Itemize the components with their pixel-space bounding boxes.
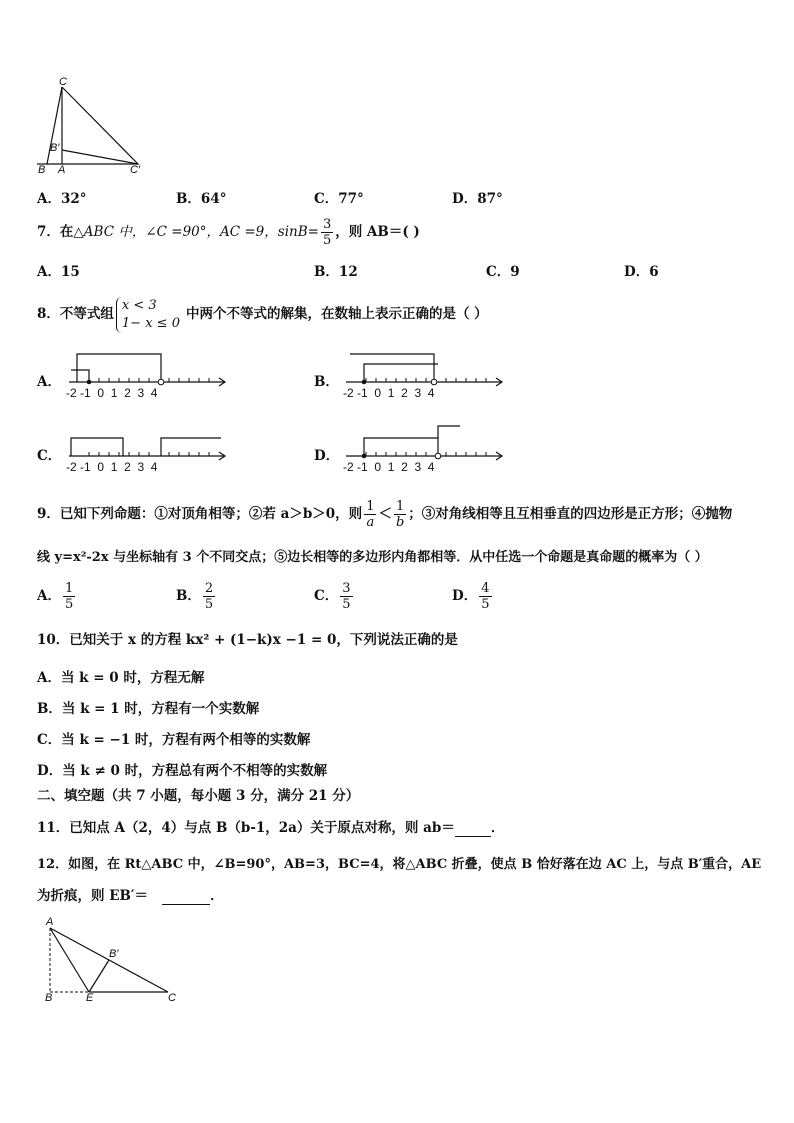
q11-stem: 11．已知点 A（2，4）与点 B（b-1，2a）关于原点对称，则 ab＝ ．	[37, 820, 505, 836]
q12-answer-blank[interactable]	[162, 888, 210, 905]
figure-triangle-2	[40, 918, 190, 1008]
q10-option-c[interactable]: C．当 k = −1 时，方程有两个相等的实数解	[37, 732, 311, 748]
q12-stem-line2: 为折痕，则 EB′＝ ．	[37, 888, 224, 904]
q10-option-b[interactable]: B．当 k = 1 时，方程有一个实数解	[37, 701, 260, 717]
label-A: A	[58, 164, 66, 176]
label-C: C	[59, 76, 67, 88]
q7-option-c[interactable]: C．9	[486, 264, 520, 280]
q7-option-a[interactable]: A．15	[37, 264, 80, 280]
label-E: E	[86, 992, 94, 1004]
q10-option-d[interactable]: D．当 k ≠ 0 时，方程总有两个不相等的实数解	[37, 763, 328, 779]
label-B: B	[45, 992, 53, 1004]
q6-option-b[interactable]: B．64°	[176, 191, 227, 207]
label-A: A	[46, 916, 54, 928]
q9-stem-line2: 线 y=x²-2x 与坐标轴有 3 个不同交点；⑤边长相等的多边形内角都相等．从中任选一个命题是真命题的概率为（ ）	[37, 550, 708, 565]
q9-option-c[interactable]: C． $\frac{3}{5}$	[314, 581, 351, 612]
q9-option-d[interactable]: D． $\frac{4}{5}$	[452, 581, 490, 612]
label-B-prime: B′	[50, 142, 60, 154]
figure-triangle-1	[34, 76, 150, 178]
label-C: C	[168, 992, 176, 1004]
section-heading: 二、填空题（共 7 小题，每小题 3 分，满分 21 分）	[37, 788, 360, 804]
q12-stem-line1: 12．如图，在 Rt△ABC 中，∠B=90°，AB=3，BC=4，将△ABC 折叠，使点 B 恰好落在边 AC 上，与点 B′重合，AE	[37, 857, 762, 872]
q11-answer-blank[interactable]	[455, 820, 491, 837]
q10-stem: 10．已知关于 x 的方程 kx² + (1−k)x −1 = 0，下列说法正确的是	[37, 632, 458, 648]
q10-option-a[interactable]: A．当 k = 0 时，方程无解	[37, 670, 205, 686]
q6-option-d[interactable]: D．87°	[452, 191, 503, 207]
label-C-prime: C′	[130, 164, 141, 176]
label-B-prime: B′	[109, 948, 119, 960]
q8-inequality-system: x < 3 1− x ≤ 0	[116, 297, 180, 333]
q9-option-b[interactable]: B． $\frac{2}{5}$	[176, 581, 214, 612]
q9-option-a[interactable]: A． $\frac{1}{5}$	[37, 581, 74, 612]
q7-option-d[interactable]: D．6	[624, 264, 659, 280]
q6-option-c[interactable]: C．77°	[314, 191, 364, 207]
label-B: B	[38, 164, 46, 176]
q6-option-a[interactable]: A．32°	[37, 191, 87, 207]
q9-stem-line1: 9．已知下列命题：①对顶角相等；②若 a＞b＞0，则 $\frac{1}{a}$ ＜ $\frac{1}{b}$ ；③对角线相等且互相垂直的四边形是正方形；④抛物	[37, 499, 733, 530]
q7-option-b[interactable]: B．12	[314, 264, 358, 280]
q8-stem: 8．不等式组 x < 3 1− x ≤ 0 中两个不等式的解集，在数轴上表示正确的是（ ）	[37, 297, 488, 331]
q7-fraction: $\frac{3}{5}$	[322, 217, 332, 248]
q7-stem: 7．在△ABC 中，∠C =90°，AC =9，sinB= $\frac{3}{5}$ ，则 AB＝( )	[37, 217, 420, 248]
